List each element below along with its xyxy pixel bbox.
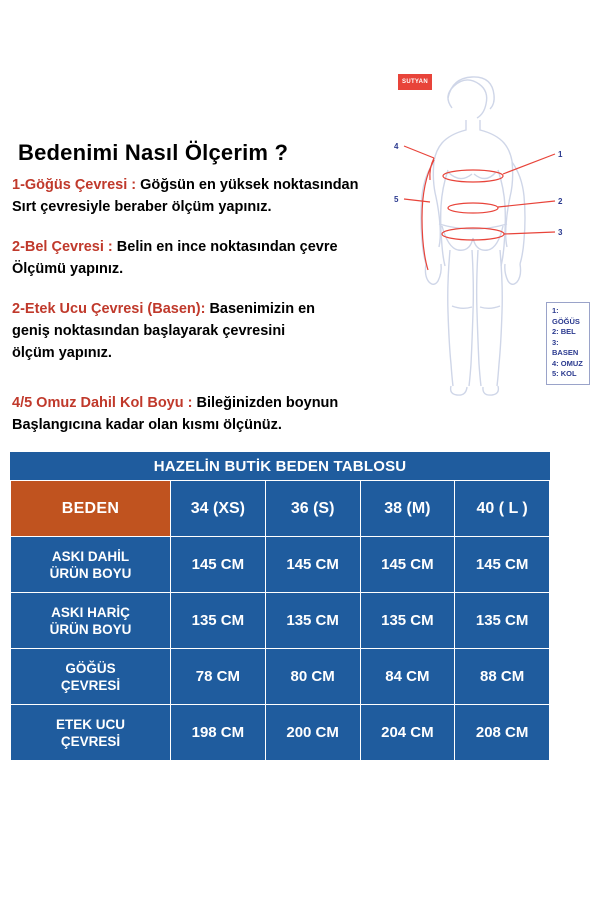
table-cell: 135 CM <box>171 593 266 649</box>
table-header-size-40: 40 ( L ) <box>455 481 550 537</box>
instruction-line <box>10 298 317 320</box>
table-cell: 78 CM <box>171 649 266 705</box>
table-header-beden: BEDEN <box>11 481 171 537</box>
row-label <box>11 537 171 593</box>
instruction-hip <box>10 298 410 364</box>
callout-4: 4 <box>394 142 399 151</box>
callout-5: 5 <box>394 195 399 204</box>
legend-item: 1: GÖĞÜS <box>552 306 580 326</box>
legend-item: 5: KOL <box>552 369 577 378</box>
instruction-label: 4/5 Omuz Dahil Kol Boyu : <box>12 395 193 411</box>
bra-label-badge: SUTYAN <box>398 74 432 90</box>
instruction-text: ölçüm yapınız. <box>12 345 112 361</box>
table-header-size-34: 34 (XS) <box>171 481 266 537</box>
measurement-guide-section <box>0 0 600 448</box>
table-cell: 145 CM <box>455 537 550 593</box>
instruction-text: Göğsün en yüksek noktasından <box>140 177 359 193</box>
table-cell: 80 CM <box>265 649 360 705</box>
instruction-line <box>10 392 340 414</box>
row-label-line1: ETEK UCU <box>55 716 125 732</box>
instruction-line <box>10 258 125 280</box>
legend-item: 3: BASEN <box>552 337 579 357</box>
instruction-line <box>10 320 287 342</box>
instruction-label: 2-Bel Çevresi : <box>12 239 113 255</box>
instruction-line <box>10 236 340 258</box>
row-label-line2: ÜRÜN BOYU <box>49 565 132 581</box>
instruction-waist <box>10 236 410 280</box>
table-row <box>11 649 550 705</box>
callout-3: 3 <box>558 228 563 237</box>
instruction-line <box>10 174 360 196</box>
table-header-size-36: 36 (S) <box>265 481 360 537</box>
row-label <box>11 593 171 649</box>
table-cell: 135 CM <box>265 593 360 649</box>
instruction-sleeve <box>10 392 410 436</box>
legend-item: 2: BEL <box>552 327 576 336</box>
table-cell: 145 CM <box>360 537 455 593</box>
table-header-size-38: 38 (M) <box>360 481 455 537</box>
table-cell: 204 CM <box>360 705 455 761</box>
instruction-text: Sırt çevresiyle beraber ölçüm yapınız. <box>12 199 272 215</box>
size-table-title: HAZELİN BUTİK BEDEN TABLOSU <box>10 452 550 480</box>
page-title: Bedenimi Nasıl Ölçerim ? <box>18 139 289 165</box>
row-label-line1: ASKI DAHİL <box>51 548 130 564</box>
row-label <box>11 705 171 761</box>
instruction-text: Başlangıcına kadar olan kısmı ölçünüz. <box>12 417 282 433</box>
table-row <box>11 537 550 593</box>
table-cell: 145 CM <box>171 537 266 593</box>
instruction-line <box>10 196 274 218</box>
instruction-line <box>10 342 114 364</box>
row-label-line2: ÜRÜN BOYU <box>49 621 132 637</box>
instruction-label: 2-Etek Ucu Çevresi (Basen): <box>12 301 206 317</box>
table-header-row <box>11 481 550 537</box>
table-cell: 208 CM <box>455 705 550 761</box>
diagram-legend <box>546 302 590 385</box>
legend-item: 4: OMUZ <box>552 358 583 368</box>
instruction-text: geniş noktasından başlayarak çevresini <box>12 323 286 339</box>
table-cell: 84 CM <box>360 649 455 705</box>
table-cell: 198 CM <box>171 705 266 761</box>
instruction-text: Belin en ince noktasından çevre <box>116 239 338 255</box>
row-label-line2: ÇEVRESİ <box>60 733 121 749</box>
row-label-line2: ÇEVRESİ <box>60 677 121 693</box>
instruction-line <box>10 414 284 436</box>
row-label <box>11 649 171 705</box>
table-cell: 88 CM <box>455 649 550 705</box>
instruction-text: Bileğinizden boynun <box>196 395 339 411</box>
table-row <box>11 705 550 761</box>
table-row <box>11 593 550 649</box>
callout-1: 1 <box>558 150 563 159</box>
table-cell: 135 CM <box>455 593 550 649</box>
instruction-text: Basenimizin en <box>209 301 316 317</box>
row-label-line1: ASKI HARİÇ <box>51 604 130 620</box>
size-table <box>10 480 550 761</box>
instruction-chest <box>10 174 410 218</box>
row-label-line1: GÖĞÜS <box>65 660 116 676</box>
table-cell: 145 CM <box>265 537 360 593</box>
body-measurement-diagram <box>390 74 590 404</box>
table-cell: 135 CM <box>360 593 455 649</box>
instruction-text: Ölçümü yapınız. <box>12 261 124 277</box>
callout-2: 2 <box>558 197 563 206</box>
instruction-label: 1-Göğüs Çevresi : <box>12 177 137 193</box>
table-cell: 200 CM <box>265 705 360 761</box>
